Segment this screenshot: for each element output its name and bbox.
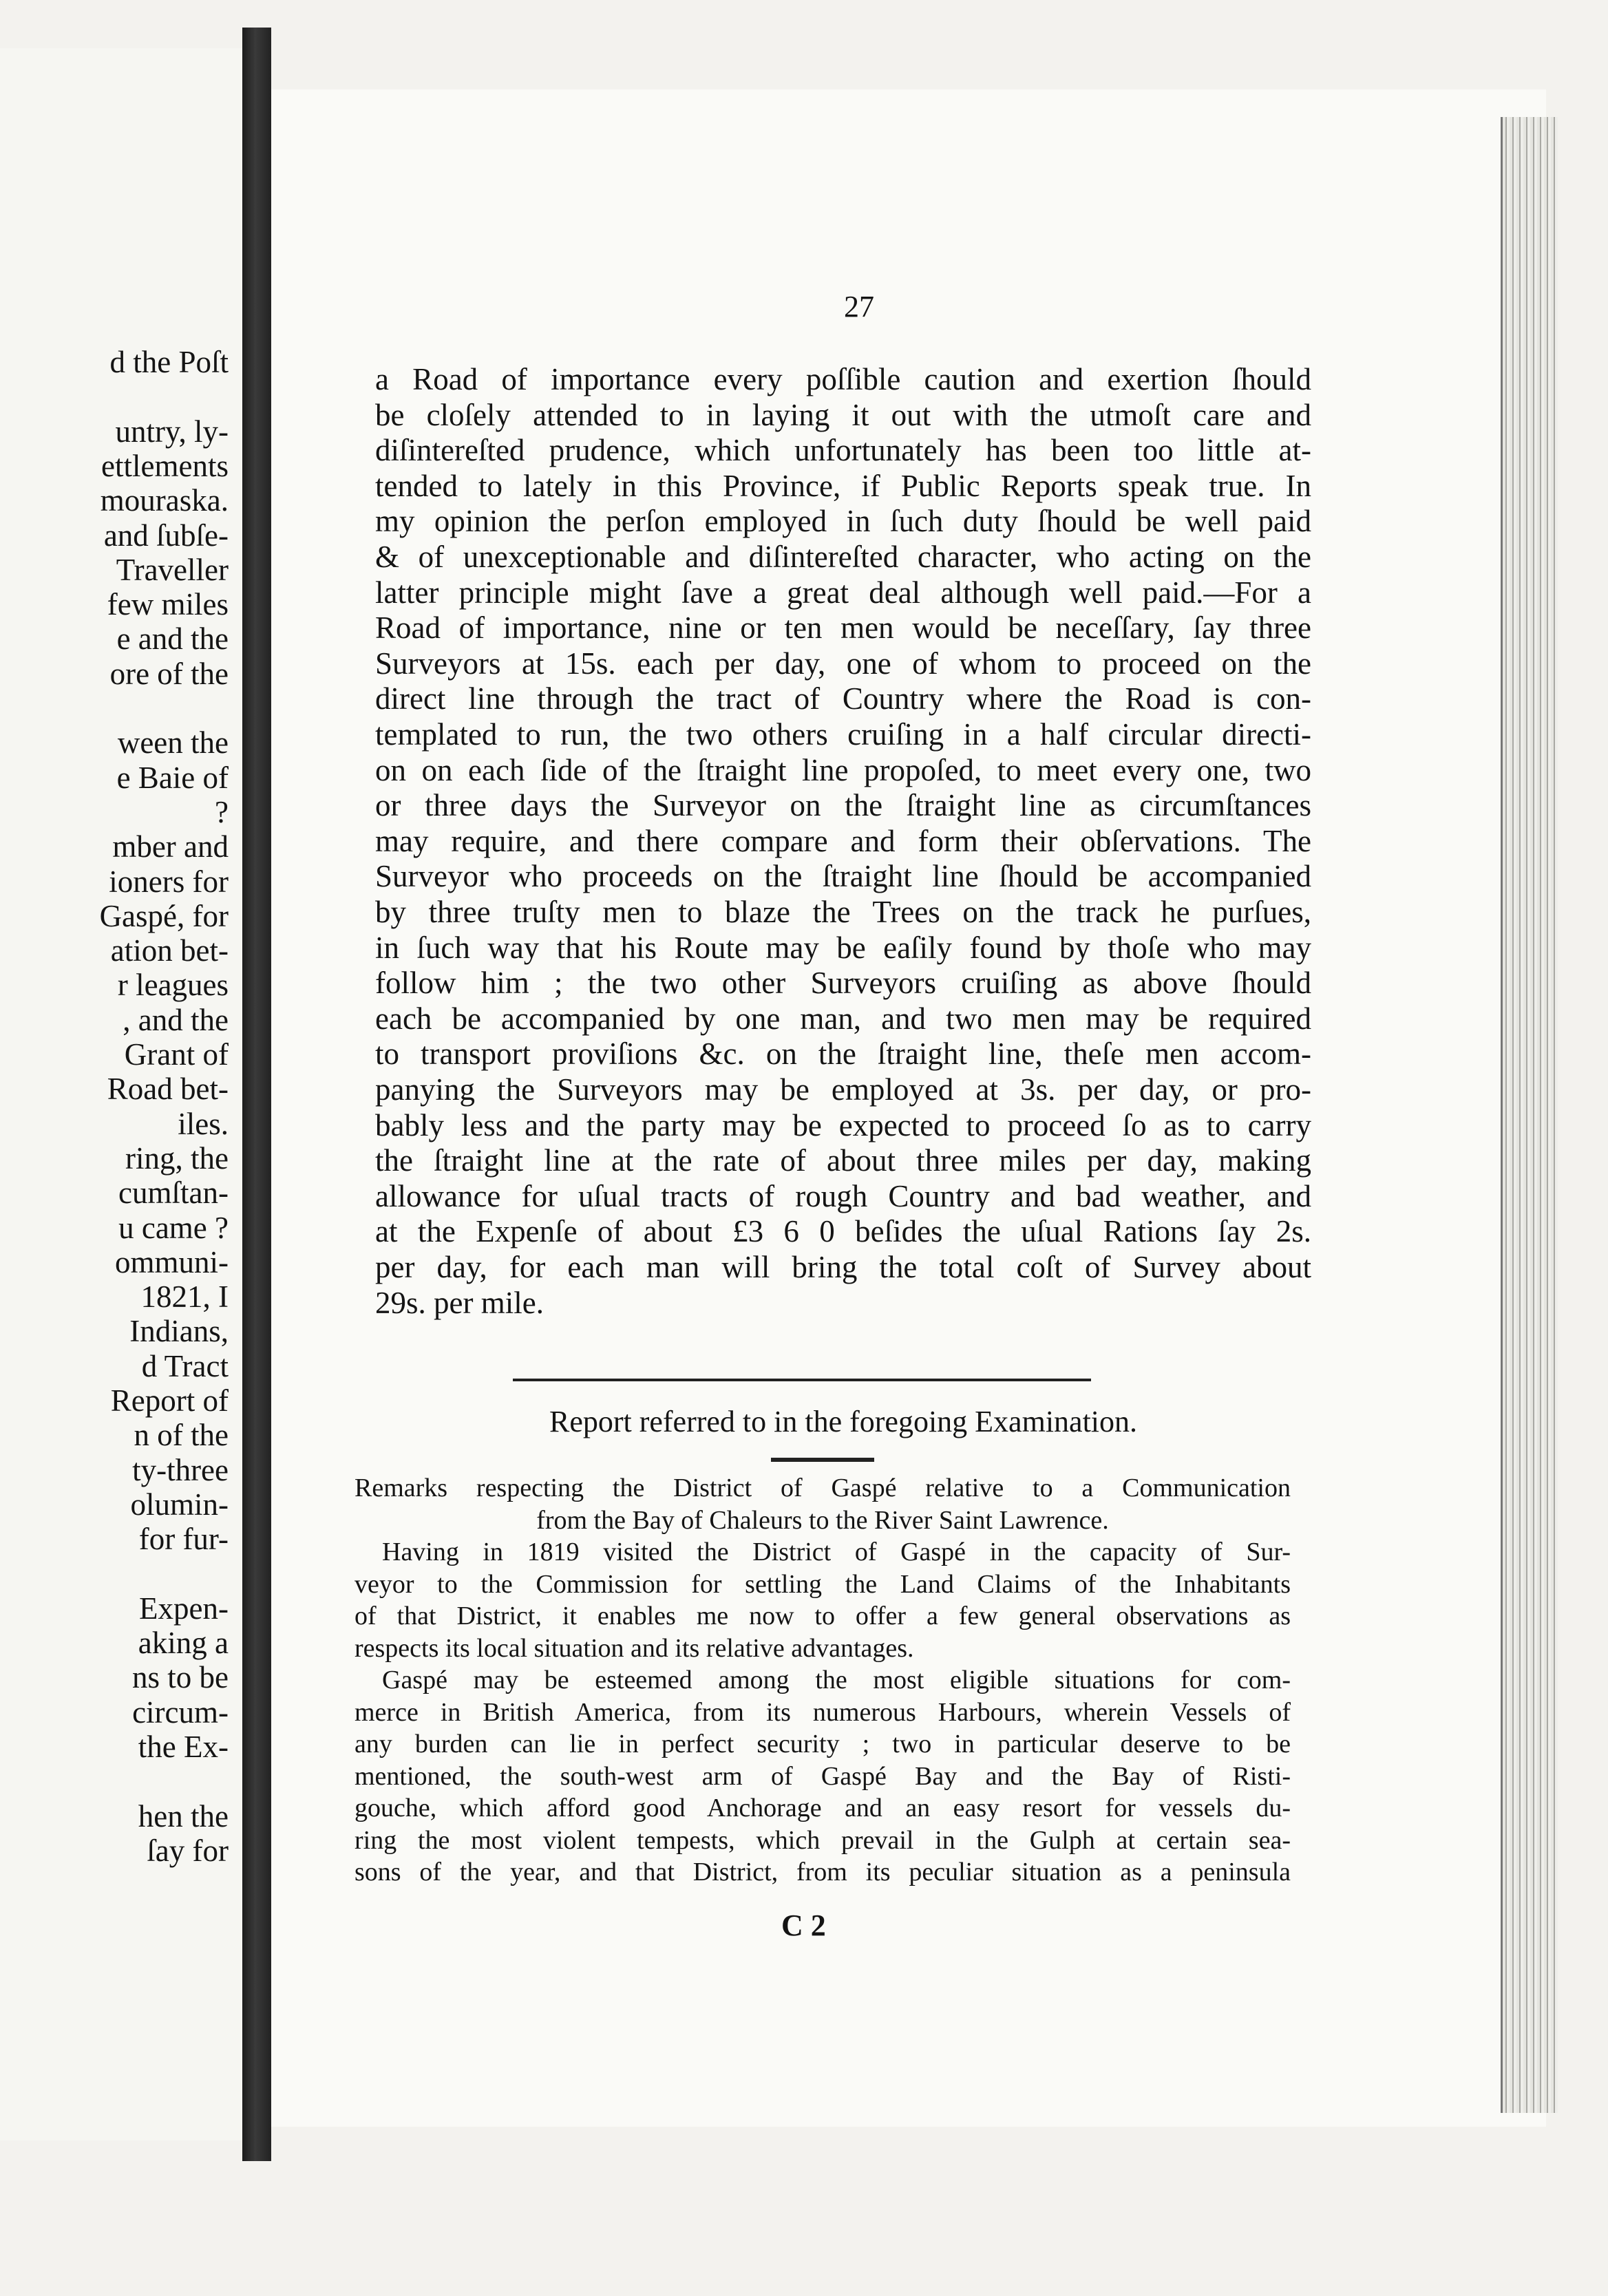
left-page-line: ? bbox=[215, 794, 229, 829]
body-line: per day, for each man will bring the total coſt of Survey about bbox=[375, 1250, 1311, 1284]
left-page-line: Gaspé, for bbox=[99, 898, 229, 933]
left-page-line: Road bet- bbox=[107, 1072, 229, 1107]
report-heading: Report referred to in the foregoing Examination. bbox=[549, 1405, 1138, 1438]
left-page-line: r leagues bbox=[117, 968, 229, 1003]
body-line: or three days the Surveyor on the ſtraight line as circumſtances bbox=[375, 788, 1311, 823]
left-page-line: ring, the bbox=[125, 1140, 229, 1176]
left-page-line: ioners for bbox=[109, 864, 229, 899]
left-page bbox=[0, 48, 244, 2140]
left-page-line: hen the bbox=[138, 1798, 229, 1833]
left-page-line: d Tract bbox=[141, 1348, 229, 1383]
body-line: by three truſty men to blaze the Trees on the track he purſues, bbox=[375, 895, 1311, 929]
body-line: at the Expenſe of about £3 6 0 beſides the uſual Rations ſay 2s. bbox=[375, 1214, 1311, 1249]
left-page-line: ettlements bbox=[101, 448, 229, 483]
left-page-line: the Ex- bbox=[138, 1730, 229, 1764]
remarks-line: any burden can lie in perfect security ; two in particular deserve to be bbox=[355, 1730, 1291, 1758]
body-line: direct line through the tract of Country where the Road is con- bbox=[375, 681, 1311, 716]
left-page-line: ty-three bbox=[132, 1452, 229, 1487]
body-line: templated to run, the two others cruiſing in a half circular directi- bbox=[375, 717, 1311, 752]
left-page-line: e Baie of bbox=[116, 760, 229, 795]
body-line: diſintereſted prudence, which unfortunately has been too little at- bbox=[375, 433, 1311, 468]
left-page-line: ſay for bbox=[147, 1833, 229, 1868]
left-page-line: u came ? bbox=[118, 1210, 229, 1245]
body-line: Surveyors at 15s. each per day, one of whom to proceed on the bbox=[375, 646, 1311, 681]
body-line: my opinion the perſon employed in ſuch duty ſhould be well paid bbox=[375, 504, 1311, 539]
remarks-line: mentioned, the south-west arm of Gaspé Bay and the Bay of Risti- bbox=[355, 1761, 1291, 1791]
remarks-line: ring the most violent tempests, which prevail in the Gulph at certain sea- bbox=[355, 1825, 1291, 1855]
body-line: a Road of importance every poſſible caution and exertion ſhould bbox=[375, 362, 1311, 396]
heading-rule bbox=[771, 1458, 874, 1462]
page-number: 27 bbox=[844, 290, 874, 323]
body-line: on on each ſide of the ſtraight line propoſed, to meet every one, two bbox=[375, 752, 1311, 787]
remarks-line: gouche, which afford good Anchorage and an easy resort for vessels du- bbox=[355, 1794, 1291, 1822]
left-page-line: e and the bbox=[116, 621, 229, 657]
left-page-line: Traveller bbox=[116, 552, 229, 587]
left-page-line: mouraska. bbox=[100, 483, 229, 518]
body-line: be cloſely attended to in laying it out with the utmoſt care and bbox=[375, 397, 1311, 432]
left-page-line: few miles bbox=[107, 587, 229, 622]
left-page-line: 1821, I bbox=[140, 1279, 229, 1315]
section-rule bbox=[513, 1379, 1091, 1381]
left-page-line: , and the bbox=[123, 1002, 229, 1037]
body-line: the ſtraight line at the rate of about three miles per day, making bbox=[375, 1143, 1311, 1178]
body-line: follow him ; the two other Surveyors cruiſing as above ſhould bbox=[375, 966, 1311, 1001]
book-gutter bbox=[242, 28, 271, 2161]
body-line: may require, and there compare and form their obſervations. The bbox=[375, 823, 1311, 858]
left-page-line: ation bet- bbox=[110, 933, 229, 968]
left-page-line: for fur- bbox=[138, 1522, 229, 1557]
left-page-line: Grant of bbox=[124, 1037, 229, 1072]
remarks-line: from the Bay of Chaleurs to the River Saint Lawrence. bbox=[536, 1505, 1109, 1535]
remarks-line: Remarks respecting the District of Gaspé relative to a Communication bbox=[355, 1474, 1291, 1502]
remarks-line: Having in 1819 visited the District of Gaspé in the capacity of Sur- bbox=[382, 1538, 1291, 1566]
remarks-line: veyor to the Commission for settling the Land Claims of the Inhabitants bbox=[355, 1569, 1291, 1599]
left-page-line: ween the bbox=[117, 725, 229, 761]
left-page-line: iles. bbox=[178, 1106, 229, 1141]
body-line: allowance for uſual tracts of rough Country and bad weather, and bbox=[375, 1178, 1311, 1213]
left-page-line: ns to be bbox=[132, 1660, 229, 1695]
left-page-line: olumin- bbox=[130, 1487, 229, 1522]
page-edges bbox=[1501, 117, 1558, 2113]
remarks-line: respects its local situation and its relative advantages. bbox=[355, 1633, 914, 1663]
left-page-line: mber and bbox=[112, 829, 229, 864]
body-line: each be accompanied by one man, and two men may be required bbox=[375, 1001, 1311, 1036]
body-line: to transport proviſions &c. on the ſtraight line, theſe men accom- bbox=[375, 1037, 1311, 1072]
body-line: Surveyor who proceeds on the ſtraight line ſhould be accompanied bbox=[375, 859, 1311, 894]
remarks-line: sons of the year, and that District, from its peculiar situation as a peninsula bbox=[355, 1858, 1291, 1886]
left-page-line: Expen- bbox=[139, 1591, 229, 1626]
left-page-line: and ſubſe- bbox=[103, 518, 229, 553]
left-page-line: ommuni- bbox=[115, 1244, 229, 1279]
remarks-line: Gaspé may be esteemed among the most eligible situations for com- bbox=[382, 1666, 1291, 1694]
body-line: tended to lately in this Province, if Public Reports speak true. In bbox=[375, 468, 1311, 503]
remarks-line: merce in British America, from its numerous Harbours, wherein Vessels of bbox=[355, 1697, 1291, 1727]
left-page-line: n of the bbox=[134, 1418, 229, 1453]
remarks-line: of that District, it enables me now to offer a few general observations as bbox=[355, 1602, 1291, 1630]
left-page-line: ore of the bbox=[109, 656, 229, 691]
body-line: 29s. per mile. bbox=[375, 1285, 544, 1320]
body-line: panying the Surveyors may be employed at 3s. per day, or pro- bbox=[375, 1072, 1311, 1107]
left-page-line: aking a bbox=[138, 1626, 229, 1661]
left-page-line: Report of bbox=[110, 1383, 229, 1418]
left-page-line: cumſtan- bbox=[118, 1176, 229, 1211]
body-line: in ſuch way that his Route may be eaſily found by thoſe who may bbox=[375, 930, 1311, 965]
body-line: & of unexceptionable and diſintereſted character, who acting on the bbox=[375, 540, 1311, 574]
body-line: Road of importance, nine or ten men would be neceſſary, ſay three bbox=[375, 610, 1311, 646]
signature-mark: C 2 bbox=[781, 1909, 826, 1942]
body-line: bably less and the party may be expected to proceed ſo as to carry bbox=[375, 1107, 1311, 1142]
body-line: latter principle might ſave a great deal although well paid.—For a bbox=[375, 575, 1311, 610]
left-page-line: Indians, bbox=[129, 1314, 229, 1349]
left-page-line: d the Poſt bbox=[109, 345, 229, 379]
left-page-line: circum- bbox=[132, 1694, 229, 1730]
left-page-line: untry, ly- bbox=[115, 414, 229, 449]
